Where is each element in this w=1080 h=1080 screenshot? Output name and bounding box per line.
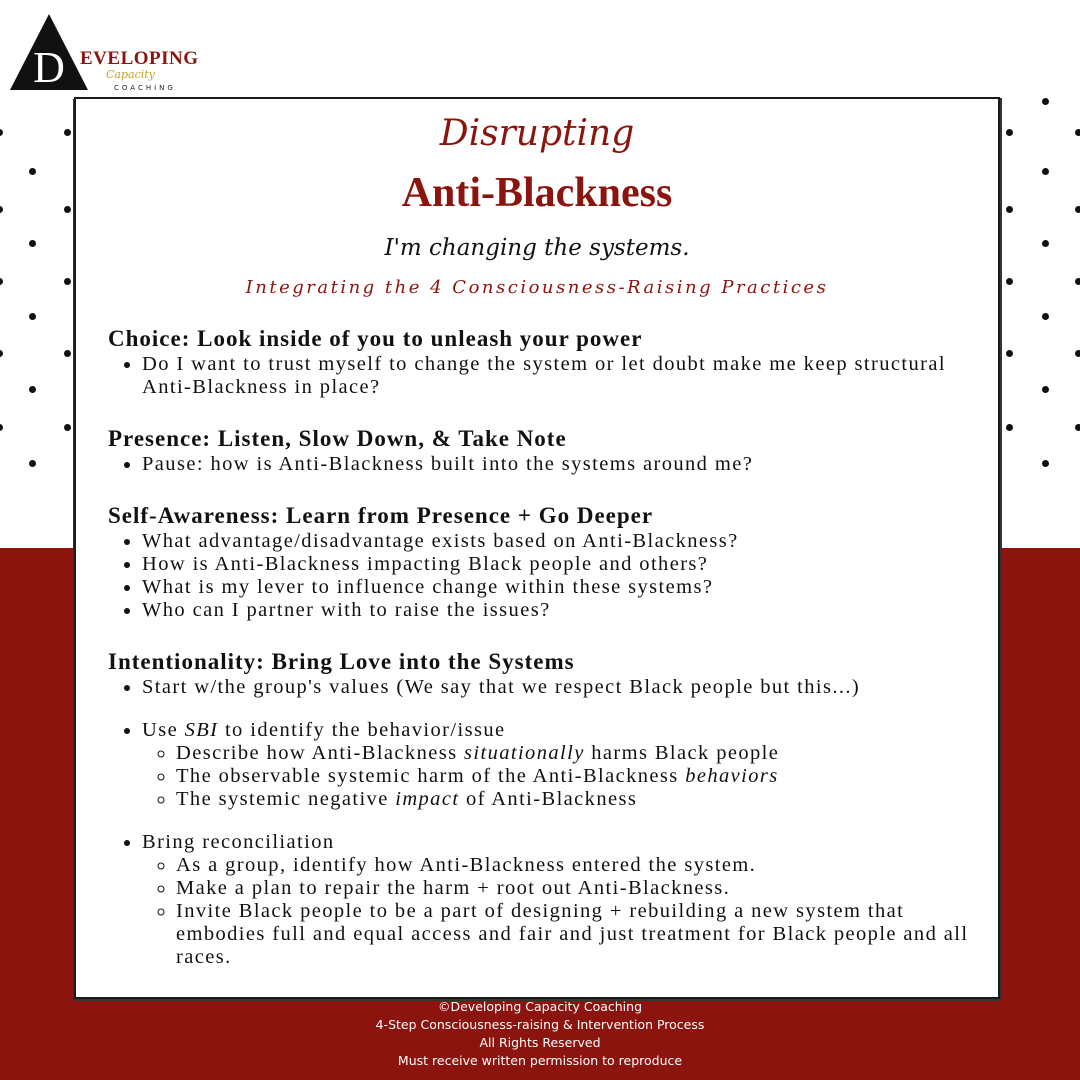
title-script: Disrupting [439,113,635,154]
list-item: • How is Anti-Blackness impacting Black people and others? [142,553,978,576]
list-item: • Do I want to trust myself to change the system or let doubt make me keep structural Anti-Blackness in place? [142,353,978,399]
sub-list-item: ◦ Invite Black people to be a part of designing + rebuilding a new system that embodies full and equal access and fair and just treatment for Black people and all races. [176,900,978,969]
sub-list-item: ◦ The systemic negative impact of Anti-Blackness [176,788,978,811]
list-item: • What is my lever to influence change within these systems? [142,576,978,599]
bullet-list [108,453,978,476]
practice-sections [108,325,978,969]
list-item-sbi [142,719,978,811]
logo-initial: D [33,43,65,92]
sbi-pre: Use [142,719,185,741]
sbi-post: to identify the behavior/issue [218,719,506,741]
list-item: • Who can I partner with to raise the issues? [142,599,978,622]
subtitle-statement: I'm changing the systems. [384,235,690,261]
logo-capacity: Capacity [106,68,155,81]
footer-line: 4-Step Consciousness-raising & Intervention Process [375,1017,705,1032]
reconcile-label: Bring reconciliation [142,831,335,853]
sub-list [142,742,978,811]
sub-list-item: ◦ Make a plan to repair the harm + root out Anti-Blackness. [176,877,978,900]
sub-list-item: ◦ Describe how Anti-Blackness situationally harms Black people [176,742,978,765]
list-item: • Start w/the group's values (We say that we respect Black people but this...) [142,676,978,699]
bullet-list [108,530,978,622]
footer-line: ©Developing Capacity Coaching [437,999,643,1014]
sbi-term: SBI [184,719,219,741]
page-title: Anti-Blackness [401,170,673,216]
sub-list-item: ◦ The observable systemic harm of the Anti-Blackness behaviors [176,765,978,788]
content-card [74,97,1000,999]
logo-word: EVELOPING [80,48,199,69]
list-item-reconcile [142,831,978,969]
logo-triangle-icon [8,12,90,92]
bullet-list [108,353,978,399]
sub-list [142,854,978,969]
footer-line: Must receive written permission to reproduce [397,1053,683,1068]
section-heading-intentionality: Intentionality: Bring Love into the Systems [108,649,575,674]
logo-coaching: COACHING [114,84,176,92]
copyright-footer [0,998,1080,1070]
section-heading-self-awareness: Self-Awareness: Learn from Presence + Go Deeper [108,503,654,528]
list-item: • What advantage/disadvantage exists based on Anti-Blackness? [142,530,978,553]
list-item: • Pause: how is Anti-Blackness built into the systems around me? [142,453,978,476]
bullet-list [108,676,978,969]
subtitle-practices: Integrating the 4 Consciousness-Raising Practices [245,277,829,298]
section-heading-presence: Presence: Listen, Slow Down, & Take Note [108,426,567,451]
sub-list-item: ◦ As a group, identify how Anti-Blackness entered the system. [176,854,978,877]
section-heading-choice: Choice: Look inside of you to unleash your power [108,326,643,351]
footer-line: All Rights Reserved [479,1035,601,1050]
brand-logo [8,12,199,92]
